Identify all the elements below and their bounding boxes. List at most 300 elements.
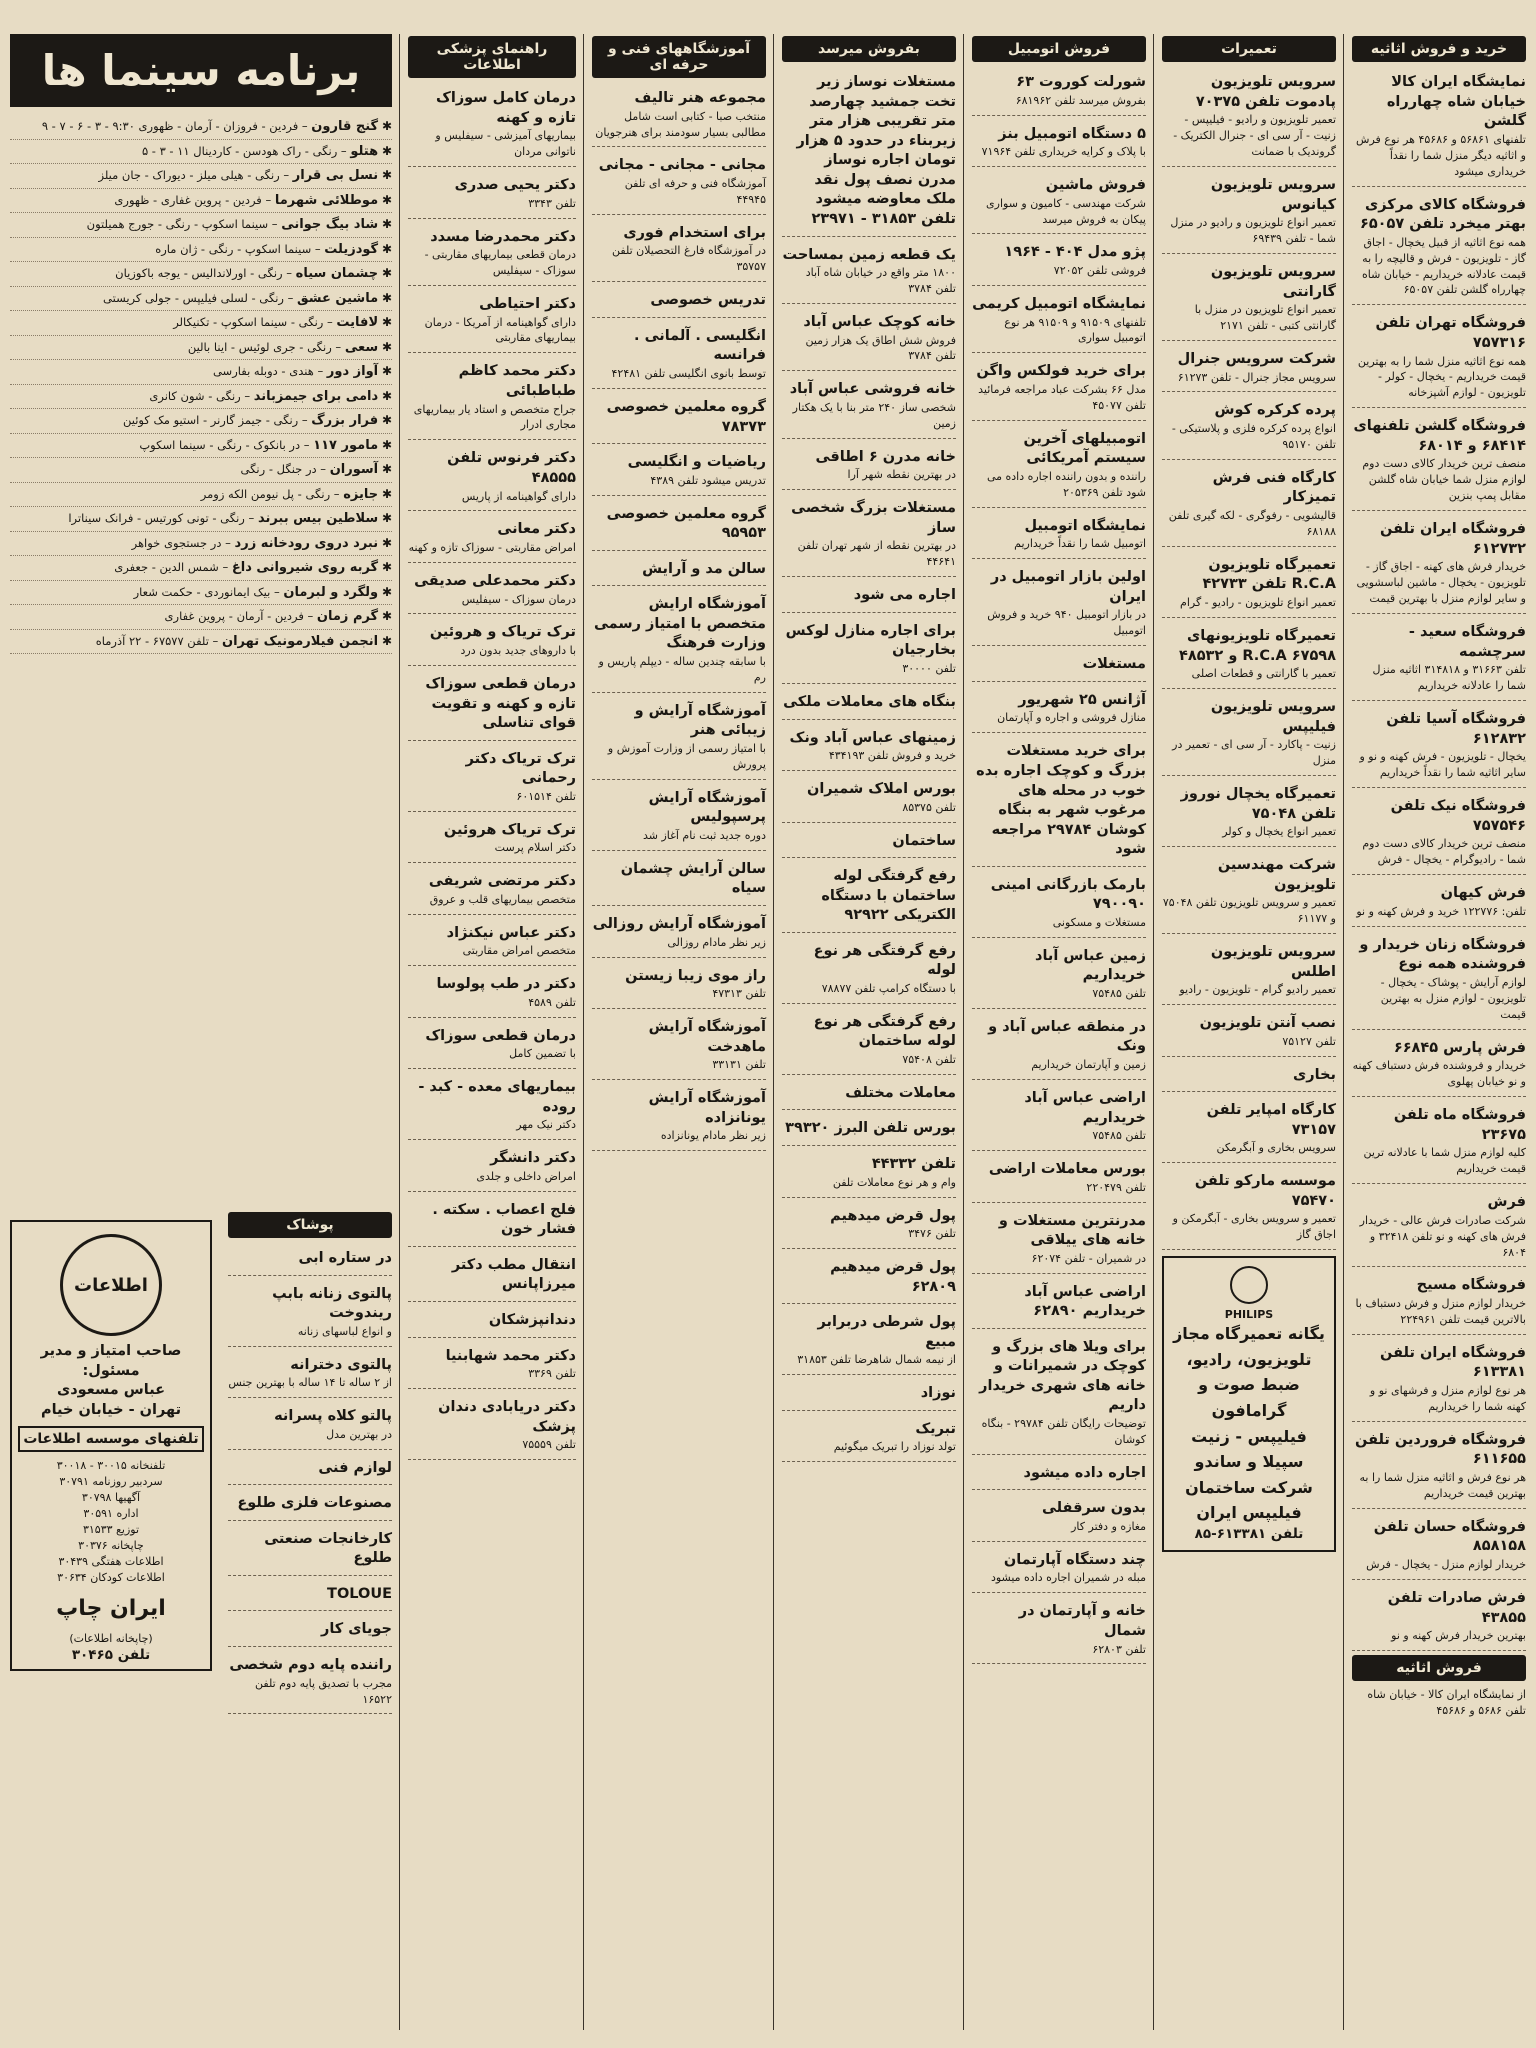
- ad-title: دکتر معانی: [497, 521, 576, 538]
- ad-text: منتخب صبا - کتابی است شامل مطالبی بسیار سودمند برای هنرجویان: [595, 109, 766, 139]
- film-details: سینما اسکوپ - رنگی - جورج همیلتون: [86, 217, 269, 231]
- classified-ad: [1162, 464, 1336, 547]
- ad-text: خریدار لوازم منزل - یخچال - فرش: [1366, 1558, 1526, 1571]
- ad-text: مدل ۶۶ بشرکت عباد مراجعه فرمائید تلفن ۴۵۰۷۷: [978, 382, 1146, 412]
- classified-ad: [228, 1615, 392, 1647]
- ad-title: فروشگاه حسان تلفن ۸۵۸۱۵۸: [1373, 1518, 1526, 1555]
- ad-title: فروشگاه گلشن تلفنهای ۶۸۴۱۴ و ۶۸۰۱۴: [1353, 418, 1526, 454]
- film-details: رنگی - هیلی میلز - دیوراک - جان میلز: [98, 168, 280, 182]
- classified-ad: [1352, 1426, 1526, 1509]
- section-header: فروش اتومبیل: [972, 36, 1146, 62]
- cinema-listing: ✱ مامور ۱۱۷ – در بانکوک - رنگی - سینما اسکوپ: [10, 434, 392, 459]
- classified-ad: [408, 1251, 576, 1302]
- ad-title: سالن مد و آرایش: [642, 560, 766, 577]
- classified-ad: [1352, 1584, 1526, 1651]
- classified-ad: [592, 784, 766, 851]
- classified-ad: [592, 151, 766, 214]
- ad-title: بدون سرقفلی: [1041, 1500, 1146, 1517]
- ad-title: برای خرید مستغلات بزرگ و کوچک اجاره بده خوب در محله های مرغوب شهر به بنگاه کوشان ۲۹۷۸۴ مراجعه شود: [976, 743, 1146, 858]
- ad-text: دوره جدید ثبت نام آغاز شد: [642, 828, 766, 842]
- ad-text: یخچال - تلویزیون - فرش کهنه و نو و سایر اثاثیه شما را نقداً خریداریم: [1359, 750, 1526, 780]
- ad-title: مستغلات نوساز زیر تخت جمشید چهارصد متر تقریبی هزار متر زیربناء در حدود ۵ هزار تومان اجاره نوساز مدرن نصف پول نقد ملک معاوضه میشود تلفن ۳۱۸۵۳ - ۲۳۹۷۱: [796, 74, 956, 227]
- ad-title: دکتر دریابادی دندان پزشک: [438, 1399, 576, 1435]
- ad-title: فروشگاه آسیا تلفن ۶۱۲۸۳۲: [1386, 711, 1526, 747]
- ad-title: لوازم فنی: [318, 1459, 392, 1476]
- ad-text: شرکت صادرات فرش عالی - خریدار فرش های کهنه و نو تلفن ۳۲۴۱۸ و ۶۸۰۴: [1359, 1213, 1526, 1259]
- classified-ad: [228, 1489, 392, 1521]
- ad-title: ریاضیات و انگلیسی: [627, 454, 766, 471]
- ad-title: خانه کوچک عباس آباد: [803, 313, 956, 330]
- film-details: رنگی - راک هودسن - کاردینال ۱۱ - ۳ - ۵: [141, 143, 338, 158]
- ad-text: تلفن ۷۵۴۰۸: [902, 1052, 956, 1066]
- text-line: عباس مسعودی: [56, 1382, 166, 1399]
- film-title: گربه روی شیروانی داغ: [231, 560, 379, 575]
- classified-ad: [1162, 780, 1336, 847]
- classified-ad: [1352, 1101, 1526, 1184]
- ad-text: تلفن: ۱۲۲۷۷۶ خرید و فرش کهنه و نو: [1356, 904, 1526, 918]
- text-line: سردبیر روزنامه ۳۰۷۹۱: [59, 1475, 163, 1489]
- classified-ad: [1352, 412, 1526, 511]
- ad-text: در بهترین نقطه شهر آرا: [847, 468, 956, 482]
- film-title: فرار بزرگ: [311, 413, 379, 428]
- classified-ad: [972, 1278, 1146, 1329]
- ad-title: فروشگاه زنان خریدار و فروشنده همه نوع: [1359, 936, 1526, 973]
- classified-ad: [408, 919, 576, 967]
- cinema-program-title: برنامه سینما ها: [10, 34, 392, 107]
- cinema-listing: ✱ گرم زمان – فردین - آرمان - پروین غفاری: [10, 605, 392, 630]
- classified-ad: [1162, 345, 1336, 393]
- ad-title: تعمیرگاه یخچال نوروز تلفن ۷۵۰۴۸: [1180, 786, 1336, 822]
- classified-ad: [782, 1008, 956, 1075]
- ad-title: فروشگاه کالای مرکزی بهتر میخرد تلفن ۶۵۰۵۷: [1359, 196, 1526, 233]
- ad-title: کارخانجات صنعتی طلوع: [264, 1530, 392, 1567]
- ad-text: تلفن ۷۵۴۸۵: [1092, 1129, 1146, 1143]
- ad-text: سرویس بخاری و آبگرمکن: [1216, 1141, 1336, 1155]
- ad-title: مستغلات: [1082, 656, 1146, 673]
- column-for-sale: [776, 34, 962, 2030]
- ad-text: متخصص امراض مقاربتی: [462, 944, 576, 958]
- cinema-listing: ✱ نسل بی قرار – رنگی - هیلی میلز - دیوراک - جان میلز: [10, 164, 392, 189]
- star-icon: ✱: [378, 143, 392, 158]
- section-header: خرید و فروش اثاثیه: [1352, 36, 1526, 62]
- classified-ad: [782, 308, 956, 371]
- classified-ad: [592, 697, 766, 780]
- ad-title: شورلت کوروت ۶۳: [1016, 74, 1146, 90]
- classified-ad: [782, 68, 956, 237]
- column-clothing: [222, 1210, 398, 2030]
- classified-ad: [592, 1013, 766, 1080]
- ad-title: درمان قطعی سوزاک: [425, 1027, 576, 1044]
- ad-title: کارگاه امپایر تلفن ۷۳۱۵۷: [1206, 1102, 1336, 1138]
- ad-title: مصنوعات فلزی طلوع: [237, 1495, 392, 1512]
- ad-text: تلفنهای ۵۶۸۶۱ و ۴۵۶۸۶ هر نوع فرش و اثاثیه دیگر منزل شما را نقداً خریداری میشود: [1356, 132, 1526, 178]
- film-details: رنگی - اورلاندالیس - یوجه باکوزیان: [115, 266, 283, 280]
- ad-title: ترک تریاک دکتر رحمانی: [465, 750, 576, 787]
- classified-ad: [228, 1244, 392, 1276]
- ad-title: تلفن ۴۴۳۳۲: [871, 1156, 956, 1172]
- ad-title: سرویس تلویزیون گارانتی: [1210, 263, 1336, 300]
- film-details: فردین - فروزان - آرمان - ظهوری ۹:۳۰ - ۳ - ۶ - ۷ - ۹: [41, 119, 299, 133]
- classified-ad: [408, 1342, 576, 1390]
- ad-text: با تضمین کامل: [509, 1047, 576, 1061]
- ad-title: سرویس تلویزیون اطلس: [1210, 944, 1336, 980]
- cinema-listing: ✱ آواز دور – هندی - دوبله بفارسی: [10, 360, 392, 385]
- classified-ad: [972, 425, 1146, 508]
- classified-ad: [592, 393, 766, 444]
- ad-text: خریدار و فروشنده فرش دستباف کهنه و نو خیابان پهلوی: [1352, 1059, 1526, 1089]
- ad-title: جویای کار: [321, 1621, 392, 1638]
- ad-text: مبله در شمیران اجاره داده میشود: [990, 1571, 1146, 1585]
- text-line: یگانه تعمیرگاه مجاز: [1173, 1324, 1325, 1344]
- ad-title: دندانپزشکان: [488, 1312, 576, 1328]
- ad-title: ترک تریاک و هروئین: [429, 624, 576, 641]
- ad-title: پول قرض میدهیم: [830, 1207, 956, 1224]
- ad-text: شرکت مهندسی - کامیون و سواری پیکان به فروش میرسد: [986, 196, 1146, 226]
- classified-ad: [592, 962, 766, 1010]
- film-details: در جستجوی خواهر: [131, 535, 222, 550]
- classified-ad: [1352, 1339, 1526, 1422]
- classified-ad: [782, 375, 956, 438]
- cinema-listing: ✱ دامی برای جیمزباند – رنگی - شون کانری: [10, 385, 392, 410]
- classified-ad: [1352, 68, 1526, 187]
- star-icon: ✱: [378, 462, 392, 476]
- masthead: [10, 1220, 212, 1671]
- film-title: آواز دور: [326, 364, 379, 379]
- classified-ad: [228, 1280, 392, 1347]
- ad-text: جراح متخصص و استاد یار بیماریهای مجاری ادرار: [413, 402, 576, 432]
- star-icon: ✱: [378, 364, 392, 378]
- ad-title: پژو مدل ۴۰۴ - ۱۹۶۴: [1004, 244, 1146, 261]
- classified-ad: [782, 1253, 956, 1304]
- ad-title: آموزشگاه آرایش پرسپولیس: [648, 789, 766, 826]
- classified-ad: [1162, 258, 1336, 341]
- ad-title: فلج اعصاب . سکته . فشار خون: [432, 1201, 576, 1238]
- ad-title: فروشگاه مسیح: [1416, 1277, 1526, 1294]
- classified-ad: [972, 1597, 1146, 1664]
- ad-title: فروشگاه سعید - سرچشمه: [1408, 624, 1526, 660]
- section-header-footer: فروش اثاثیه: [1352, 1655, 1526, 1681]
- ad-text: مجرب با تصدیق پایه دوم تلفن ۱۶۵۲۲: [255, 1676, 392, 1706]
- classified-ad: [592, 500, 766, 551]
- ad-title: گروه معلمین خصوصی ۹۵۹۵۳: [606, 505, 766, 542]
- classified-ad: [782, 581, 956, 613]
- classified-ad: [408, 618, 576, 666]
- printer-sub: (چاپخانه اطلاعات): [69, 1631, 153, 1645]
- classified-ad: [1352, 705, 1526, 788]
- film-title: گودزیلت: [324, 241, 379, 257]
- ad-text: وام و هر نوع معاملات تلفن: [832, 1175, 956, 1189]
- text-line: سپیلا و ساندو: [1194, 1452, 1304, 1472]
- cinema-listing: ✱ سلاطین بیس ببرند – رنگی - تونی کورتیس - فرانک سیناترا: [10, 507, 392, 532]
- ad-text: هر نوع فرش و اثاثیه منزل شما را به بهترین قیمت خریداریم: [1359, 1471, 1526, 1500]
- classified-ad: [972, 1333, 1146, 1455]
- classified-ad: [1352, 792, 1526, 875]
- ad-text: تلفن ۷۵۴۸۵: [1092, 986, 1146, 1000]
- star-icon: ✱: [378, 511, 392, 525]
- film-title: نبرد دروی رودخانه زرد: [234, 535, 379, 551]
- classified-ad: [782, 494, 956, 577]
- ad-text: تلفنهای ۹۱۵۰۹ و ۹۱۵۰۹ هر نوع اتومبیل سواری: [1004, 315, 1146, 345]
- film-title: چشمان سیاه: [295, 266, 379, 281]
- ad-text: همه نوع اثاثیه از قبیل یخچال - اجاق گاز - تلویزیون - فرش و قالیچه را به قیمت عادلانه خریداریم - خیابان شاه چهارراه گلشن تلفن ۶۵۰۵۷: [1362, 235, 1526, 297]
- classified-ad: [592, 855, 766, 906]
- ad-title: فروشگاه ایران تلفن ۶۱۲۷۳۲: [1380, 521, 1526, 557]
- ad-title: برای ویلا های بزرگ و کوچک در شمیرانات و خانه های شهری خریدار داریم: [979, 1338, 1146, 1414]
- printer-name: ایران چاپ: [56, 1595, 166, 1621]
- ad-title: دکتر دانشگر: [490, 1150, 576, 1167]
- ad-text: در آموزشگاه فارغ التحصیلان تلفن ۳۵۷۵۷: [612, 244, 766, 274]
- classified-ad: [1162, 551, 1336, 618]
- classified-ad: [972, 120, 1146, 168]
- film-details: رنگی - جیمز گارنر - استیو مک کوئین: [122, 413, 299, 427]
- classified-ad: [408, 1144, 576, 1192]
- classified-ad: [1162, 1061, 1336, 1093]
- section-header: تعمیرات: [1162, 36, 1336, 62]
- film-title: گنج قارون: [311, 119, 379, 134]
- ad-text: فروش شش اطاق یک هزار زمین تلفن ۳۷۸۴: [805, 333, 956, 363]
- ad-text: با پلاک و کرایه خریداری تلفن ۷۱۹۶۴: [981, 145, 1146, 159]
- ad-title: موسسه مارکو تلفن ۷۵۴۷۰: [1194, 1173, 1336, 1209]
- classified-ad: [972, 686, 1146, 734]
- ad-text: متخصص بیماریهای قلب و عروق: [429, 892, 576, 906]
- classified-ad: [782, 617, 956, 684]
- column-repairs: [1156, 34, 1342, 2030]
- classified-ad: [1352, 1271, 1526, 1334]
- ad-title: اتومبیلهای آخرین سیستم آمریکائی: [1023, 430, 1146, 467]
- classified-ad: [972, 357, 1146, 420]
- classified-ad: [1352, 931, 1526, 1030]
- masthead-column: [4, 1210, 218, 2030]
- star-icon: ✱: [378, 388, 392, 403]
- ad-text: تعمیر با گارانتی و قطعات اصلی: [1191, 667, 1336, 681]
- ad-text: تعمیر و سرویس تلویزیون تلفن ۷۵۰۴۸ و ۶۱۱۷۷: [1162, 896, 1336, 926]
- ad-title: مجموعه هنر تالیف: [634, 90, 766, 106]
- classified-ad: [592, 84, 766, 147]
- ad-title: رفع گرفتگی هر نوع لوله ساختمان: [813, 1013, 956, 1050]
- text-line: تلفنخانه ۳۰۰۱۵ - ۳۰۰۱۸: [56, 1459, 166, 1473]
- ad-text: خرید و فروش تلفن ۴۳۴۱۹۳: [828, 749, 956, 763]
- classified-ad: [228, 1454, 392, 1486]
- ad-title: فرش صادرات تلفن ۴۳۸۵۵: [1387, 1589, 1526, 1626]
- ad-text: در بازار اتومبیل ۹۴۰ خرید و فروش اتومبیل: [987, 608, 1146, 638]
- ad-title: دکتر مرتضی شریفی: [428, 873, 576, 890]
- column-education: [586, 34, 772, 2030]
- ad-text: لوازم آرایش - پوشاک - یخچال - تلویزیون - لوازم منزل به بهترین قیمت: [1380, 975, 1526, 1021]
- classified-ad: [1352, 618, 1526, 701]
- classified-ad: [408, 84, 576, 167]
- ad-text: قالیشویی - رفوگری - لکه گیری تلفن ۶۸۱۸۸: [1168, 509, 1336, 538]
- ad-title: اجاره می شود: [853, 587, 956, 604]
- classified-ad: [972, 871, 1146, 938]
- ad-text: شخصی ساز ۲۴۰ متر بنا با یک هکتار زمین: [792, 400, 956, 430]
- film-details: رنگی - سینما اسکوپ - تکنیکالر: [173, 315, 324, 329]
- film-title: شاد بیگ جوانی: [281, 217, 379, 232]
- ad-title: اراضی عباس آباد خریداریم: [1024, 1089, 1146, 1126]
- classified-ad: [408, 171, 576, 219]
- ad-text: کلیه لوازم منزل شما با عادلانه ترین قیمت خریداریم: [1363, 1146, 1526, 1176]
- film-details: رنگی - لسلی فیلیپس - جولی کریستی: [103, 290, 284, 305]
- star-icon: ✱: [378, 168, 392, 182]
- ad-title: نوزاد: [920, 1385, 956, 1402]
- classified-ad: [1352, 515, 1526, 614]
- text-line: فیلیپس - زنیت: [1191, 1426, 1307, 1446]
- ettelaat-logo: اطلاعات: [60, 1234, 162, 1336]
- film-title: جایزه: [343, 486, 379, 502]
- film-title: لافایت: [336, 315, 379, 330]
- cinema-listing: ✱ ولگرد و لبرمان – بیک ایمانوردی - حکمت شعار: [10, 581, 392, 606]
- ad-text: تلفن ۳۰۰۰۰: [902, 662, 956, 675]
- classified-ad: [782, 1079, 956, 1111]
- ad-title: برای اجاره منازل لوکس بخارجیان: [785, 622, 956, 659]
- ad-title: راننده پایه دوم شخصی: [229, 1657, 392, 1673]
- star-icon: ✱: [378, 437, 392, 452]
- ad-title: انتقال مطب دکتر میرزاپانس: [451, 1256, 576, 1293]
- cinema-listing: ✱ ماشین عشق – رنگی - لسلی فیلیپس - جولی کریستی: [10, 287, 392, 312]
- cinema-listing: ✱ فرار بزرگ – رنگی - جیمز گارنر - استیو مک کوئین: [10, 409, 392, 434]
- ad-text: در بهترین مدل: [326, 1427, 392, 1441]
- ad-title: بیماریهای معده - کبد - روده: [418, 1079, 576, 1115]
- text-line: آگهیها ۳۰۷۹۸: [81, 1491, 141, 1505]
- ad-title: پول شرطی دربرابر مبیع: [817, 1314, 956, 1350]
- cinema-listing: ✱ گودزیلت – سینما اسکوپ - رنگی - ژان ماره: [10, 238, 392, 263]
- ad-title: رفع گرفتگی هر نوع لوله: [813, 942, 956, 979]
- classified-ad: [1162, 1096, 1336, 1163]
- ad-text: توضیحات رایگان تلفن ۲۹۷۸۴ - بنگاه کوشان: [981, 1416, 1146, 1446]
- ad-text: در شمیران - تلفن ۶۲۰۷۴: [1031, 1251, 1146, 1265]
- classified-ad: [782, 937, 956, 1004]
- film-details: بیک ایمانوردی - حکمت شعار: [133, 584, 271, 599]
- ad-text: با امتیاز رسمی از وزارت آموزش و پرورش: [607, 741, 766, 771]
- ad-title: برای استخدام فوری: [623, 224, 766, 241]
- ad-title: تبریک: [915, 1420, 956, 1437]
- section-header: پوشاک: [228, 1212, 392, 1238]
- film-title: ماشین عشق: [297, 290, 379, 306]
- ad-text: انواع پرده کرکره فلزی و پلاستیکی - تلفن ۹۵۱۷۰: [1171, 422, 1336, 451]
- ad-text: منازل فروشی و اجاره و آپارتمان: [997, 711, 1146, 725]
- ad-title: آموزشگاه آرایش یونانزاده: [648, 1090, 766, 1126]
- classified-ad: [408, 1306, 576, 1338]
- cinema-listing: ✱ گربه روی شیروانی داغ – شمس الدین - جعفری: [10, 556, 392, 581]
- ad-title: اجاره داده میشود: [1023, 1464, 1146, 1481]
- text-line: شرکت ساختمان فیلیپس ایران: [1185, 1477, 1313, 1523]
- ad-text: تعمیر و سرویس بخاری - آبگرمکن و اجاق گاز: [1172, 1212, 1336, 1242]
- ad-title: درمان کامل سوزاک تازه و کهنه: [436, 90, 576, 126]
- ad-text: تلفن ۸۵۳۷۵: [902, 800, 956, 814]
- ad-title: تعمیرگاه تلویزیون R.C.A تلفن ۴۲۷۳۳: [1202, 556, 1336, 593]
- ad-title: دکتر عباس نیکنژاد: [446, 924, 576, 941]
- ad-text: تلفن ۳۴۷۶: [908, 1227, 956, 1241]
- section-header: آموزشگاههای فنی و حرفه ای: [592, 36, 766, 78]
- ad-title: TOLOUE: [327, 1585, 392, 1602]
- classified-ad: [1162, 693, 1336, 776]
- ad-text: درمان سوزاک - سیفلیس: [461, 592, 576, 606]
- ad-title: دکتر محمدعلی صدیقی: [414, 572, 576, 589]
- ad-text: تدریس میشود تلفن ۴۳۸۹: [650, 473, 766, 487]
- ad-title: پالتو کلاه پسرانه: [274, 1408, 392, 1425]
- classified-ad: [972, 68, 1146, 116]
- ad-title: آموزشگاه آرایش ماهدخت: [648, 1019, 766, 1055]
- star-icon: ✱: [378, 609, 392, 623]
- classified-ad: [408, 223, 576, 286]
- footer-ad: از نمایشگاه ایران کالا - خیابان شاه تلفن ۵۶۸۶ و ۴۵۶۸۶: [1367, 1688, 1526, 1717]
- ad-title: رفع گرفتگی لوله ساختمان با دستگاه الکتریکی ۹۲۹۲۲: [821, 868, 956, 924]
- text-line: تلویزیون، رادیو، ضبط صوت و گرامافون: [1186, 1349, 1312, 1421]
- classified-ad: [408, 567, 576, 615]
- film-details: رنگی - پل نیومن الکه زومر: [200, 486, 331, 501]
- cinema-listing: ✱ جایزه – رنگی - پل نیومن الکه زومر: [10, 483, 392, 508]
- ad-title: فروشگاه تهران تلفن ۷۵۷۳۱۶: [1375, 315, 1526, 351]
- ad-text: در بهترین نقطه از شهر تهران تلفن ۴۴۶۴۱: [797, 539, 956, 569]
- classified-ad: [592, 555, 766, 587]
- phones-title: تلفنهای موسسه اطلاعات: [18, 1426, 204, 1452]
- classified-ad: [782, 862, 956, 933]
- film-title: انجمن فیلارمونیک تهران: [221, 633, 379, 649]
- ad-title: دکتر محمد کاظم طباطبائی: [458, 363, 576, 399]
- star-icon: ✱: [378, 584, 392, 599]
- ad-text: زیر نظر مادام یونانزاده: [660, 1129, 766, 1143]
- classified-ad: [408, 357, 576, 440]
- ad-title: زمینهای عباس آباد ونک: [789, 729, 956, 746]
- ad-text: امراض مقاربتی - سوزاک تازه و کهنه: [408, 541, 576, 554]
- ad-title: دکتر محمدرضا مسدد: [430, 228, 576, 245]
- text-line: تهران - خیابان خیام: [40, 1401, 182, 1418]
- film-details: سینما اسکوپ - رنگی - ژان ماره: [155, 241, 312, 256]
- cinema-listing: ✱ سعی – رنگی - جری لوئیس - اینا بالین: [10, 336, 392, 361]
- classified-ad: [782, 827, 956, 859]
- star-icon: ✱: [378, 486, 392, 501]
- classified-ad: [228, 1525, 392, 1576]
- ad-title: سرویس تلویزیون کیانوس: [1210, 176, 1336, 213]
- cinema-listing: ✱ نبرد دروی رودخانه زرد – در جستجوی خواهر: [10, 532, 392, 557]
- classified-ad: [782, 443, 956, 491]
- classified-ad: [782, 775, 956, 823]
- column-cars: [966, 34, 1152, 2030]
- ad-title: ساختمان: [892, 832, 956, 849]
- ad-title: آژانس ۲۵ شهریور: [1018, 691, 1146, 708]
- ad-title: سرویس تلویزیون فیلیپس: [1210, 699, 1336, 735]
- classified-ad: [1352, 1034, 1526, 1097]
- ad-text: دکتر نیک مهر: [516, 1118, 576, 1132]
- philips-logo-icon: [1230, 1266, 1268, 1304]
- film-details: رنگی - تونی کورتیس - فرانک سیناترا: [68, 511, 245, 525]
- classified-ad: [972, 238, 1146, 286]
- star-icon: ✱: [378, 241, 392, 256]
- ad-text: ۱۸۰۰ متر واقع در خیابان شاه آباد تلفن ۳۷۸۴: [805, 266, 956, 295]
- star-icon: ✱: [378, 290, 392, 305]
- ad-title: پالتوی دخترانه: [290, 1356, 392, 1373]
- ad-text: تلفن ۶۲۸۰۳: [1092, 1642, 1146, 1656]
- ad-title: سالن آرایش چشمان سیاه: [620, 860, 766, 897]
- film-title: سلاطین بیس ببرند: [257, 511, 379, 526]
- ad-title: پرده کرکره کوش: [1214, 402, 1336, 419]
- ad-title: گروه معلمین خصوصی ۷۸۳۷۳: [606, 398, 766, 435]
- ad-title: بورس املاک شمیران: [806, 781, 956, 797]
- ad-text: مستغلات و مسکونی: [1052, 915, 1146, 929]
- ad-title: سرویس تلویزیون پادموت تلفن ۷۰۳۷۵: [1195, 74, 1336, 110]
- classified-ad: [782, 241, 956, 304]
- classified-ad: [1162, 396, 1336, 459]
- ad-text: تلفن ۳۳۴۳: [528, 196, 576, 210]
- classified-ad: [408, 816, 576, 864]
- film-details: در جنگل - رنگی: [240, 462, 317, 476]
- classified-ad: [1352, 191, 1526, 306]
- classified-ad: [1162, 622, 1336, 689]
- classified-ad: [782, 1308, 956, 1375]
- cinema-listing: ✱ چشمان سیاه – رنگی - اورلاندالیس - یوجه باکوزیان: [10, 262, 392, 287]
- cinema-listing: ✱ هتلو – رنگی - راک هودسن - کاردینال ۱۱ - ۳ - ۵: [10, 140, 392, 165]
- classified-ad: [408, 970, 576, 1018]
- classified-ad: [972, 942, 1146, 1009]
